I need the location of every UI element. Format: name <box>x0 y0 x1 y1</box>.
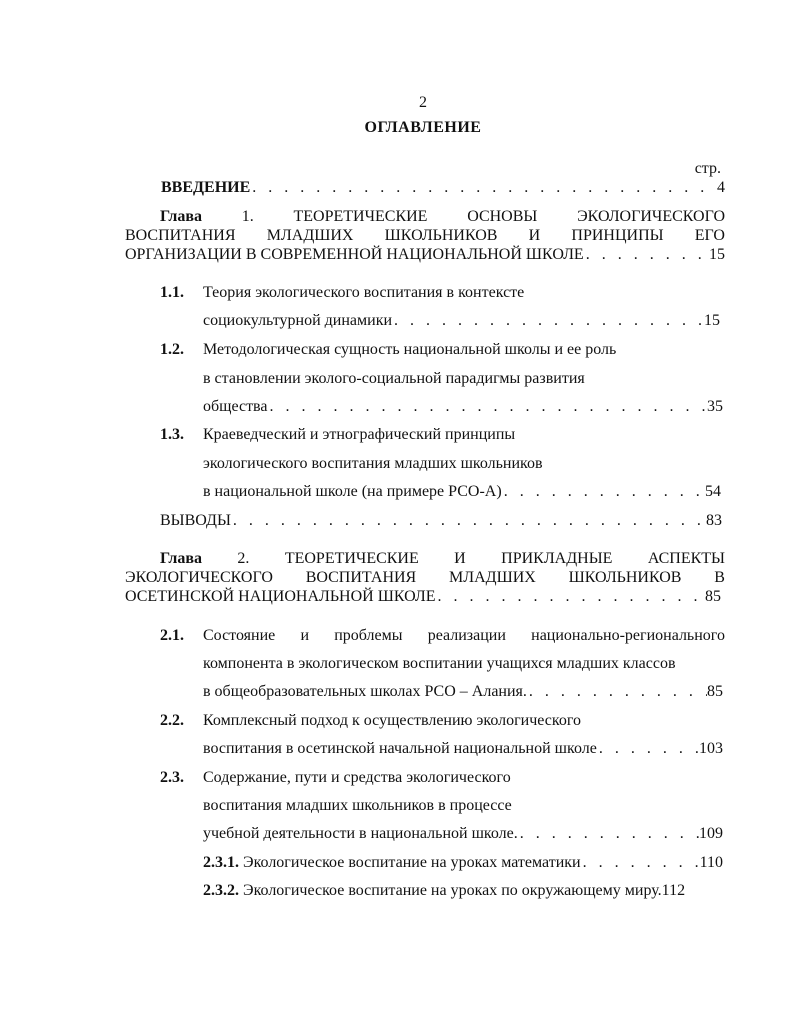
dot-leader <box>231 511 706 531</box>
section-number: 2.1. <box>160 627 184 644</box>
dot-leader <box>527 682 707 702</box>
section-title-line: воспитания младших школьников в процессе <box>203 797 512 814</box>
toc-entry-2-3-2[interactable] <box>203 881 685 901</box>
dot-leader <box>581 853 700 873</box>
heading-text: ОРГАНИЗАЦИИ В СОВРЕМЕННОЙ НАЦИОНАЛЬНОЙ ШКОЛЕ <box>125 246 584 263</box>
dot-leader <box>502 482 705 502</box>
toc-entry-2-1[interactable] <box>203 682 723 702</box>
title-word: проблемы <box>334 627 403 644</box>
heading-word: И <box>454 550 466 567</box>
dot-leader <box>436 587 705 607</box>
chapter-1-heading-line-3[interactable] <box>125 245 725 265</box>
toc-entry-page: 35 <box>707 398 723 415</box>
section-title-line: воспитания в осетинской начальной национальной школе <box>203 740 597 757</box>
title-word: и <box>300 627 310 644</box>
toc-entry-conclusions[interactable] <box>160 511 722 531</box>
chapter-2-heading-line-2 <box>125 568 725 588</box>
title-word: Состояние <box>203 627 276 644</box>
section-title-line: учебной деятельности в национальной школе. <box>203 825 518 842</box>
subsection-number: 2.3.1. <box>203 854 239 871</box>
chapter-lead: Глава <box>160 550 202 567</box>
section-title-line: общества <box>203 398 268 415</box>
chapter-1-heading-line-2 <box>125 226 725 246</box>
section-number: 2.3. <box>160 769 184 786</box>
dot-leader <box>268 397 708 417</box>
section-title-line: Краеведческий и этнографический принципы <box>203 426 516 443</box>
toc-entry-1-1[interactable] <box>203 311 720 331</box>
toc-entry-page: 110 <box>699 854 723 871</box>
heading-word: ТЕОРЕТИЧЕСКИЕ <box>293 208 428 225</box>
chapter-number: 1. <box>241 208 254 225</box>
page-number: 2 <box>419 94 427 111</box>
section-number: 2.2. <box>160 712 184 729</box>
section-title-line: компонента в экологическом воспитании учащихся младших классов <box>203 655 676 672</box>
heading-word: АСПЕКТЫ <box>647 550 725 567</box>
dot-leader <box>250 178 717 198</box>
chapter-1-heading-line-1[interactable] <box>160 207 725 227</box>
heading-word: ШКОЛЬНИКОВ <box>568 569 682 586</box>
heading-word: ПРИНЦИПЫ <box>571 227 664 244</box>
heading-text: ОСЕТИНСКОЙ НАЦИОНАЛЬНОЙ ШКОЛЕ <box>125 588 436 605</box>
heading-word: ЕГО <box>694 227 725 244</box>
heading-word: МЛАДШИХ <box>266 227 354 244</box>
heading-word: ОСНОВЫ <box>467 208 538 225</box>
heading-word: ШКОЛЬНИКОВ <box>384 227 498 244</box>
toc-entry-page: 15 <box>709 246 725 263</box>
heading-word: МЛАДШИХ <box>449 569 536 586</box>
chapter-2-heading-line-1[interactable] <box>160 549 725 569</box>
dot-leader <box>392 311 704 331</box>
dot-leader <box>597 739 699 759</box>
toc-entry-label: ВВЕДЕНИЕ <box>161 179 251 196</box>
subsection-title: Экологическое воспитание на уроках математики <box>243 854 581 871</box>
toc-entry-page: 15 <box>704 312 720 329</box>
toc-entry-page: 4 <box>717 179 725 196</box>
section-title-line: в становлении эколого-социальной парадигмы развития <box>203 370 585 387</box>
subsection-number: 2.3.2. <box>203 882 239 899</box>
toc-entry-label: ВЫВОДЫ <box>160 512 231 529</box>
page-column-label: стр. <box>694 160 721 177</box>
heading-word: И <box>528 227 541 244</box>
heading-word: ТЕОРЕТИЧЕСКИЕ <box>284 550 419 567</box>
dot-leader <box>584 245 709 265</box>
toc-entry-page: 103 <box>699 740 723 757</box>
section-number: 1.2. <box>160 341 184 358</box>
chapter-lead: Глава <box>160 208 202 225</box>
heading-word: ПРИКЛАДНЫЕ <box>501 550 613 567</box>
toc-entry-introduction[interactable] <box>161 178 725 198</box>
toc-entry-2-3-1[interactable] <box>203 853 723 873</box>
chapter-2-heading-line-3[interactable] <box>125 587 721 607</box>
heading-word: ВОСПИТАНИЯ <box>125 227 236 244</box>
heading-word: ВОСПИТАНИЯ <box>305 569 417 586</box>
title-word: реализации <box>427 627 506 644</box>
title-word: национально-регионального <box>531 627 725 644</box>
chapter-number: 2. <box>237 550 250 567</box>
section-title-line: социокультурной динамики <box>203 312 393 329</box>
toc-entry-2-2[interactable] <box>203 739 723 759</box>
toc-entry-page: 85 <box>707 683 723 700</box>
dot-leader <box>518 824 699 844</box>
section-title-line <box>203 626 725 646</box>
section-title-line: Методологическая сущность национальной школы и ее роль <box>203 341 617 358</box>
subsection-title: Экологическое воспитание на уроках по окружающему миру.112 <box>243 882 686 899</box>
section-title-line: в общеобразовательных школах РСО – Алания. <box>203 683 527 700</box>
section-title-line: в национальной школе (на примере РСО-А) <box>203 483 502 500</box>
heading-word: В <box>714 569 725 586</box>
section-number: 1.1. <box>160 284 184 301</box>
section-title-line: экологического воспитания младших школьников <box>203 455 543 472</box>
toc-entry-1-2[interactable] <box>203 397 723 417</box>
section-title-line: Содержание, пути и средства экологического <box>203 769 511 786</box>
toc-entry-page: 54 <box>705 483 721 500</box>
toc-entry-1-3[interactable] <box>203 482 721 502</box>
section-title-line: Теория экологического воспитания в контексте <box>203 284 525 301</box>
toc-entry-page: 85 <box>705 588 721 605</box>
toc-entry-2-3[interactable] <box>203 824 723 844</box>
page-title: ОГЛАВЛЕНИЕ <box>364 119 482 136</box>
section-title-line: Комплексный подход к осуществлению экологического <box>203 712 581 729</box>
section-number: 1.3. <box>160 426 184 443</box>
heading-word: ЭКОЛОГИЧЕСКОГО <box>577 208 725 225</box>
toc-entry-page: 109 <box>699 825 723 842</box>
heading-word: ЭКОЛОГИЧЕСКОГО <box>125 569 273 586</box>
toc-entry-page: 83 <box>706 512 722 529</box>
